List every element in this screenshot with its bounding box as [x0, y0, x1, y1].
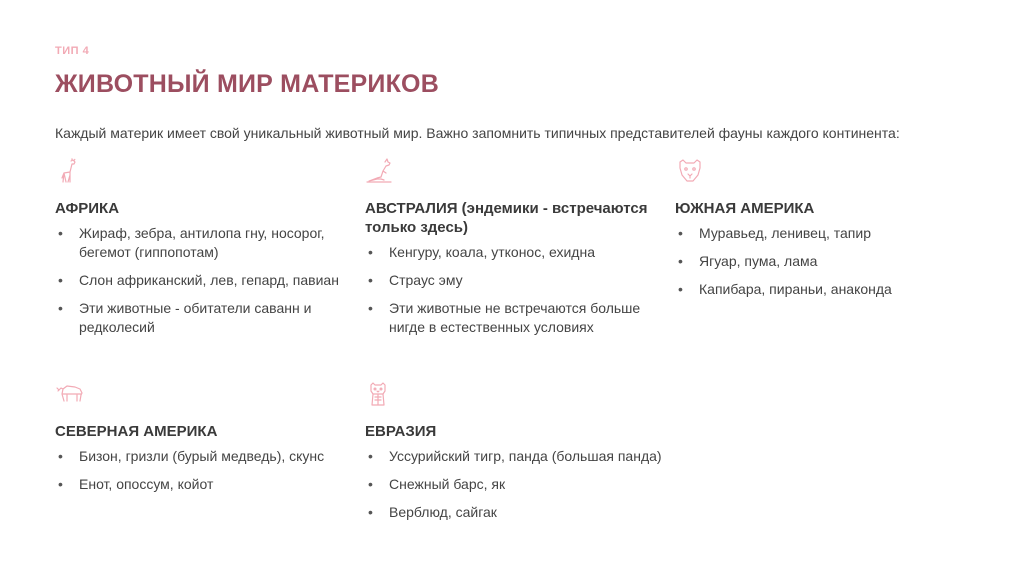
intro-text: Каждый материк имеет свой уникальный животный мир. Важно запомнить типичных представителей фауны каждого континента: [55, 125, 900, 141]
slide-eyebrow: ТИП 4 [55, 45, 90, 57]
list-item: • Верблюд, сайгак [365, 503, 685, 522]
continent-card-australia [365, 158, 665, 346]
continent-title: ЕВРАЗИЯ [365, 423, 437, 440]
list-item: • Муравьед, ленивец, тапир [675, 224, 975, 243]
list-item: • Снежный барс, як [365, 475, 685, 494]
animal-list [365, 243, 665, 337]
continent-card-north-america [55, 381, 355, 503]
jaguar-icon [675, 158, 701, 184]
list-item: • Эти животные - обитатели саванн и редколесий [55, 299, 355, 337]
list-item: • Бизон, гризли (бурый медведь), скунс [55, 447, 355, 466]
list-item: • Слон африканский, лев, гепард, павиан [55, 271, 355, 290]
tiger-icon [365, 381, 391, 407]
kangaroo-icon [365, 158, 391, 184]
list-item: • Жираф, зебра, антилопа гну, носорог, бегемот (гиппопотам) [55, 224, 355, 262]
animal-list [365, 447, 685, 522]
continent-title: СЕВЕРНАЯ АМЕРИКА [55, 423, 218, 440]
list-item: • Уссурийский тигр, панда (большая панда) [365, 447, 685, 466]
giraffe-icon [55, 158, 81, 184]
animal-list [675, 224, 975, 299]
continent-title: АФРИКА [55, 200, 120, 217]
list-item: • Кенгуру, коала, утконос, ехидна [365, 243, 665, 262]
bison-icon [55, 381, 81, 407]
list-item: • Ягуар, пума, лама [675, 252, 975, 271]
animal-list [55, 224, 355, 337]
list-item: • Капибара, пираньи, анаконда [675, 280, 975, 299]
list-item: • Эти животные не встречаются больше нигде в естественных условиях [365, 299, 665, 337]
page-title: ЖИВОТНЫЙ МИР МАТЕРИКОВ [55, 70, 439, 98]
list-item: • Енот, опоссум, койот [55, 475, 355, 494]
continent-title: АВСТРАЛИЯ (эндемики - встречаются только здесь) [365, 200, 648, 236]
continent-card-south-america [675, 158, 975, 308]
list-item: • Страус эму [365, 271, 665, 290]
continent-card-eurasia [365, 381, 685, 531]
animal-list [55, 447, 355, 494]
continent-card-africa [55, 158, 355, 346]
continent-title: ЮЖНАЯ АМЕРИКА [675, 200, 815, 217]
